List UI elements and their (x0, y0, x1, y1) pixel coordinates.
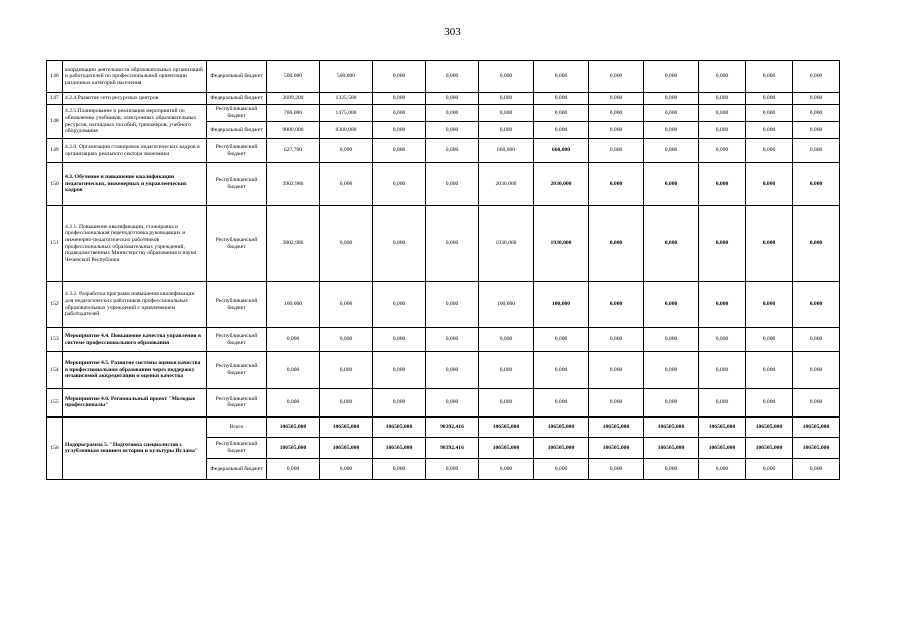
value-cell: 9000,000 (267, 122, 320, 139)
value-cell: 0,000 (699, 282, 746, 328)
value-cell: 0,000 (373, 139, 426, 163)
value-cell: 3902,986 (267, 163, 320, 206)
value-cell: 0,000 (426, 352, 479, 389)
value-cell: 106505,000 (320, 438, 373, 459)
value-cell: 0,000 (589, 163, 644, 206)
value-cell: 0,000 (589, 459, 644, 480)
funding-source: Республиканский бюджет (207, 328, 267, 352)
value-cell: 0,000 (426, 282, 479, 328)
value-cell: 106505,000 (479, 417, 534, 438)
row-name: Мероприятие 4.4. Повышение качества управления в системе профессионального образования (63, 328, 207, 352)
value-cell: 0,000 (699, 206, 746, 282)
table-row (47, 61, 840, 93)
value-cell: 106505,000 (479, 438, 534, 459)
row-name: 4.2.5.Планирование и реализация мероприятий по обновлению учебников, электронных образовательных ресурсов, наглядных пособий, тренажеров, учебного оборудования (63, 105, 207, 139)
value-cell: 0,000 (746, 328, 793, 352)
value-cell: 0,000 (699, 328, 746, 352)
value-cell: 2030,000 (479, 163, 534, 206)
funding-source: Федеральный бюджет (207, 93, 267, 105)
value-cell: 106505,000 (534, 438, 589, 459)
budget-table (46, 60, 840, 480)
row-number: 156 (47, 417, 63, 480)
value-cell: 0,000 (793, 206, 840, 282)
value-cell: 106505,000 (589, 438, 644, 459)
value-cell: 660,000 (479, 139, 534, 163)
value-cell: 0,000 (644, 352, 699, 389)
value-cell: 106505,000 (534, 417, 589, 438)
value-cell: 0,000 (426, 163, 479, 206)
value-cell: 1325,500 (320, 93, 373, 105)
value-cell: 106505,000 (746, 438, 793, 459)
value-cell: 98392,416 (426, 417, 479, 438)
value-cell: 0,000 (589, 282, 644, 328)
value-cell: 0,000 (793, 328, 840, 352)
row-number: 154 (47, 352, 63, 389)
value-cell: 106505,000 (267, 438, 320, 459)
value-cell: 0,000 (793, 93, 840, 105)
row-number: 151 (47, 206, 63, 282)
value-cell: 0,000 (320, 328, 373, 352)
value-cell: 98392,416 (426, 438, 479, 459)
value-cell: 0,000 (644, 389, 699, 417)
funding-source: Всего (207, 417, 267, 438)
funding-source: Республиканский бюджет (207, 206, 267, 282)
value-cell: 0,000 (479, 459, 534, 480)
value-cell: 106505,000 (793, 438, 840, 459)
row-number: 150 (47, 163, 63, 206)
row-number: 146 (47, 61, 63, 93)
value-cell: 0,000 (373, 328, 426, 352)
value-cell: 0,000 (426, 93, 479, 105)
value-cell: 106505,000 (267, 417, 320, 438)
value-cell: 0,000 (479, 122, 534, 139)
row-name: Мероприятие 4.5. Развитие системы оценки качества в профессиональном образовании через поддержку независимой аккредитации и оценки качества (63, 352, 207, 389)
value-cell: 0,000 (373, 352, 426, 389)
value-cell: 0,000 (534, 459, 589, 480)
value-cell: 100,000 (267, 282, 320, 328)
value-cell: 700,000 (267, 105, 320, 122)
value-cell: 0,000 (746, 163, 793, 206)
table-row (47, 139, 840, 163)
value-cell: 3802,986 (267, 206, 320, 282)
value-cell: 0,000 (426, 122, 479, 139)
value-cell: 0,000 (793, 282, 840, 328)
value-cell: 0,000 (534, 61, 589, 93)
funding-source: Республиканский бюджет (207, 139, 267, 163)
value-cell: 0,000 (699, 139, 746, 163)
value-cell: 0,000 (793, 163, 840, 206)
row-name: 4.3.2. Разработка программ повышения квалификации для педагогических работников профессиональных образовательных учреждений с привлечением работодателей (63, 282, 207, 328)
value-cell: 660,000 (534, 139, 589, 163)
value-cell: 0,000 (320, 139, 373, 163)
value-cell: 0,000 (793, 459, 840, 480)
value-cell: 0,000 (320, 282, 373, 328)
table-row (47, 328, 840, 352)
table-body (47, 61, 840, 480)
table-row (47, 105, 840, 122)
value-cell: 1930,000 (479, 206, 534, 282)
value-cell: 0,000 (426, 389, 479, 417)
value-cell: 0,000 (644, 206, 699, 282)
funding-source: Республиканский бюджет (207, 105, 267, 122)
value-cell: 0,000 (793, 105, 840, 122)
value-cell: 0,000 (320, 459, 373, 480)
value-cell: 0,000 (479, 352, 534, 389)
value-cell: 0,000 (699, 389, 746, 417)
value-cell: 0,000 (534, 389, 589, 417)
value-cell: 0,000 (746, 389, 793, 417)
table-row (47, 389, 840, 417)
value-cell: 2030,000 (534, 163, 589, 206)
value-cell: 106505,000 (746, 417, 793, 438)
value-cell: 106505,000 (644, 417, 699, 438)
value-cell: 0,000 (644, 122, 699, 139)
value-cell: 0,000 (320, 389, 373, 417)
value-cell: 106505,000 (320, 417, 373, 438)
value-cell: 0,000 (746, 139, 793, 163)
value-cell: 106505,000 (793, 417, 840, 438)
value-cell: 0,000 (534, 352, 589, 389)
value-cell: 1475,000 (320, 105, 373, 122)
value-cell: 0,000 (589, 139, 644, 163)
value-cell: 106505,000 (373, 438, 426, 459)
value-cell: 0,000 (746, 282, 793, 328)
value-cell: 0,000 (320, 163, 373, 206)
row-name: 4.2.4.Развитие сети ресурсных центров (63, 93, 207, 105)
value-cell: 0,000 (479, 61, 534, 93)
value-cell: 106505,000 (373, 417, 426, 438)
value-cell: 106505,000 (699, 438, 746, 459)
value-cell: 0,000 (589, 122, 644, 139)
funding-source: Республиканский бюджет (207, 163, 267, 206)
table-row (47, 352, 840, 389)
funding-source: Республиканский бюджет (207, 352, 267, 389)
value-cell: 0,000 (699, 93, 746, 105)
value-cell: 0,000 (426, 61, 479, 93)
value-cell: 0,000 (534, 93, 589, 105)
value-cell: 500,000 (267, 61, 320, 93)
value-cell: 0,000 (644, 105, 699, 122)
value-cell: 0,000 (373, 282, 426, 328)
value-cell: 0,000 (373, 105, 426, 122)
table-row (47, 163, 840, 206)
value-cell: 0,000 (746, 105, 793, 122)
value-cell: 0,000 (373, 459, 426, 480)
value-cell: 500,000 (320, 61, 373, 93)
value-cell: 0,000 (699, 105, 746, 122)
value-cell: 0,000 (479, 105, 534, 122)
value-cell: 0,000 (320, 206, 373, 282)
value-cell: 0,000 (746, 93, 793, 105)
value-cell: 0,000 (746, 122, 793, 139)
value-cell: 0,000 (589, 206, 644, 282)
value-cell: 0,000 (373, 122, 426, 139)
value-cell: 100,000 (534, 282, 589, 328)
row-name: 4.2.6. Организация стажировок педагогических кадров в организациях реального сектора экономики (63, 139, 207, 163)
value-cell: 0,000 (426, 328, 479, 352)
row-number: 149 (47, 139, 63, 163)
funding-source: Федеральный бюджет (207, 122, 267, 139)
value-cell: 0,000 (534, 328, 589, 352)
value-cell: 0,000 (589, 352, 644, 389)
value-cell: 0,000 (534, 105, 589, 122)
value-cell: 100,000 (479, 282, 534, 328)
value-cell: 0,000 (644, 459, 699, 480)
value-cell: 0,000 (479, 389, 534, 417)
row-name: 4.3.1. Повышение квалификации, стажировка и профессиональная переподготовка руководящих и инженерно-педагогических работников профессиональных образовательных учреждений, подведомственных Министерству образования и науки Чеченской Республики (63, 206, 207, 282)
table-row (47, 206, 840, 282)
row-name: 4.3. Обучение и повышение квалификации педагогических, инженерных и управленческих кадров (63, 163, 207, 206)
value-cell: 0,000 (746, 61, 793, 93)
value-cell: 0,000 (373, 61, 426, 93)
value-cell: 0,000 (589, 105, 644, 122)
value-cell: 2689,200 (267, 93, 320, 105)
value-cell: 0,000 (699, 459, 746, 480)
value-cell: 106505,000 (589, 417, 644, 438)
value-cell: 8300,000 (320, 122, 373, 139)
value-cell: 0,000 (267, 328, 320, 352)
funding-source: Республиканский бюджет (207, 438, 267, 459)
value-cell: 0,000 (644, 328, 699, 352)
value-cell: 1930,000 (534, 206, 589, 282)
value-cell: 0,000 (746, 352, 793, 389)
value-cell: 0,000 (644, 139, 699, 163)
value-cell: 106505,000 (699, 417, 746, 438)
row-name: Мероприятие 4.6. Региональный проект "Молодые профессионалы" (63, 389, 207, 417)
funding-source: Федеральный бюджет (207, 61, 267, 93)
value-cell: 106505,000 (644, 438, 699, 459)
value-cell: 0,000 (426, 139, 479, 163)
value-cell: 0,000 (267, 389, 320, 417)
row-number: 152 (47, 282, 63, 328)
value-cell: 0,000 (589, 61, 644, 93)
value-cell: 0,000 (746, 459, 793, 480)
value-cell: 0,000 (426, 459, 479, 480)
value-cell: 0,000 (699, 122, 746, 139)
value-cell: 0,000 (426, 206, 479, 282)
value-cell: 0,000 (644, 61, 699, 93)
value-cell: 0,000 (320, 352, 373, 389)
value-cell: 0,000 (479, 93, 534, 105)
row-name: координации деятельности образовательных организаций и работодателей по профессиональной ориентации различных категорий населения (63, 61, 207, 93)
row-number: 155 (47, 389, 63, 417)
value-cell: 0,000 (373, 389, 426, 417)
row-number: 148 (47, 105, 63, 139)
value-cell: 0,000 (644, 163, 699, 206)
value-cell: 0,000 (534, 122, 589, 139)
value-cell: 0,000 (793, 61, 840, 93)
value-cell: 0,000 (373, 206, 426, 282)
row-number: 153 (47, 328, 63, 352)
funding-source: Федеральный бюджет (207, 459, 267, 480)
value-cell: 0,000 (267, 459, 320, 480)
value-cell: 0,000 (793, 389, 840, 417)
value-cell: 0,000 (699, 61, 746, 93)
value-cell: 0,000 (699, 352, 746, 389)
value-cell: 0,000 (699, 163, 746, 206)
table-row (47, 93, 840, 105)
table-row (47, 417, 840, 438)
page-number: 303 (444, 26, 461, 38)
value-cell: 0,000 (644, 93, 699, 105)
value-cell: 0,000 (479, 328, 534, 352)
value-cell: 0,000 (373, 163, 426, 206)
value-cell: 627,700 (267, 139, 320, 163)
value-cell: 0,000 (267, 352, 320, 389)
table-row (47, 282, 840, 328)
value-cell: 0,000 (793, 139, 840, 163)
value-cell: 0,000 (426, 105, 479, 122)
funding-source: Республиканский бюджет (207, 389, 267, 417)
value-cell: 0,000 (589, 328, 644, 352)
value-cell: 0,000 (793, 122, 840, 139)
value-cell: 0,000 (373, 93, 426, 105)
value-cell: 0,000 (589, 389, 644, 417)
value-cell: 0,000 (793, 352, 840, 389)
row-number: 147 (47, 93, 63, 105)
funding-source: Республиканский бюджет (207, 282, 267, 328)
value-cell: 0,000 (746, 206, 793, 282)
value-cell: 0,000 (644, 282, 699, 328)
value-cell: 0,000 (589, 93, 644, 105)
row-name: Подпрограмма 5. "Подготовка специалистов с углубленным знанием истории и культуры Ислама" (63, 417, 207, 480)
